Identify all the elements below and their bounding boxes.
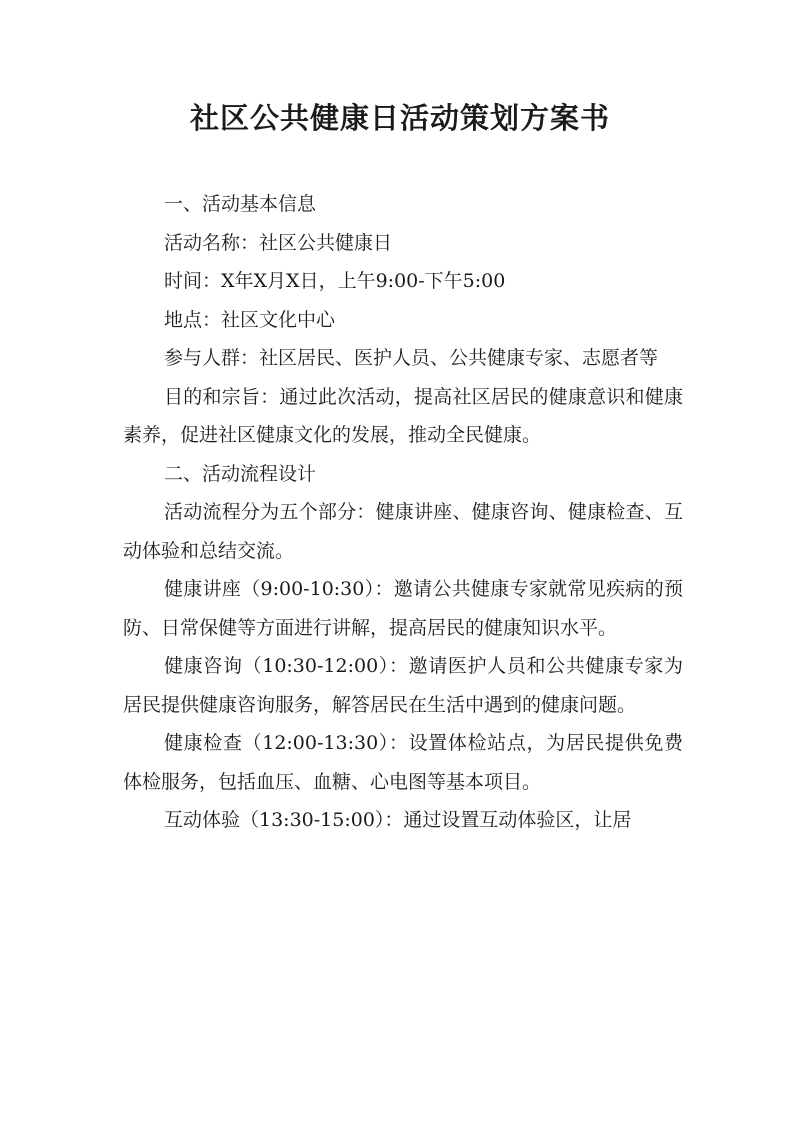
interactive-experience-paragraph: 互动体验（13:30-15:00）：通过设置互动体验区，让居 (164, 809, 632, 831)
participants-paragraph: 参与人群：社区居民、医护人员、公共健康专家、志愿者等 (164, 347, 659, 369)
health-checkup-paragraph: 健康检查（12:00-13:30）：设置体检站点，为居民提供免费体检服务，包括血压、血糖、心电图等基本项目。 (123, 732, 683, 793)
activity-name-line: 活动名称：社区公共健康日 (164, 231, 393, 254)
activity-time-line: 时间：X年X月X日，上午9:00-下午5:00 (164, 270, 506, 292)
document-body (123, 185, 683, 840)
activity-location-line: 地点：社区文化中心 (164, 308, 336, 331)
section-heading-basic-info: 一、活动基本信息 (164, 193, 317, 215)
health-consultation-paragraph: 健康咨询（10:30-12:00）：邀请医护人员和公共健康专家为居民提供健康咨询服务，解答居民在生活中遇到的健康问题。 (123, 655, 683, 716)
document-title: 社区公共健康日活动策划方案书 (189, 101, 610, 135)
purpose-paragraph: 目的和宗旨：通过此次活动，提高社区居民的健康意识和健康素养，促进社区健康文化的发展，推动全民健康。 (123, 385, 683, 446)
health-lecture-paragraph: 健康讲座（9:00-10:30）：邀请公共健康专家就常见疾病的预防、日常保健等方面进行讲解，提高居民的健康知识水平。 (123, 578, 683, 639)
process-overview-paragraph: 活动流程分为五个部分：健康讲座、健康咨询、健康检查、互动体验和总结交流。 (123, 501, 683, 562)
section-heading-process: 二、活动流程设计 (164, 462, 317, 485)
